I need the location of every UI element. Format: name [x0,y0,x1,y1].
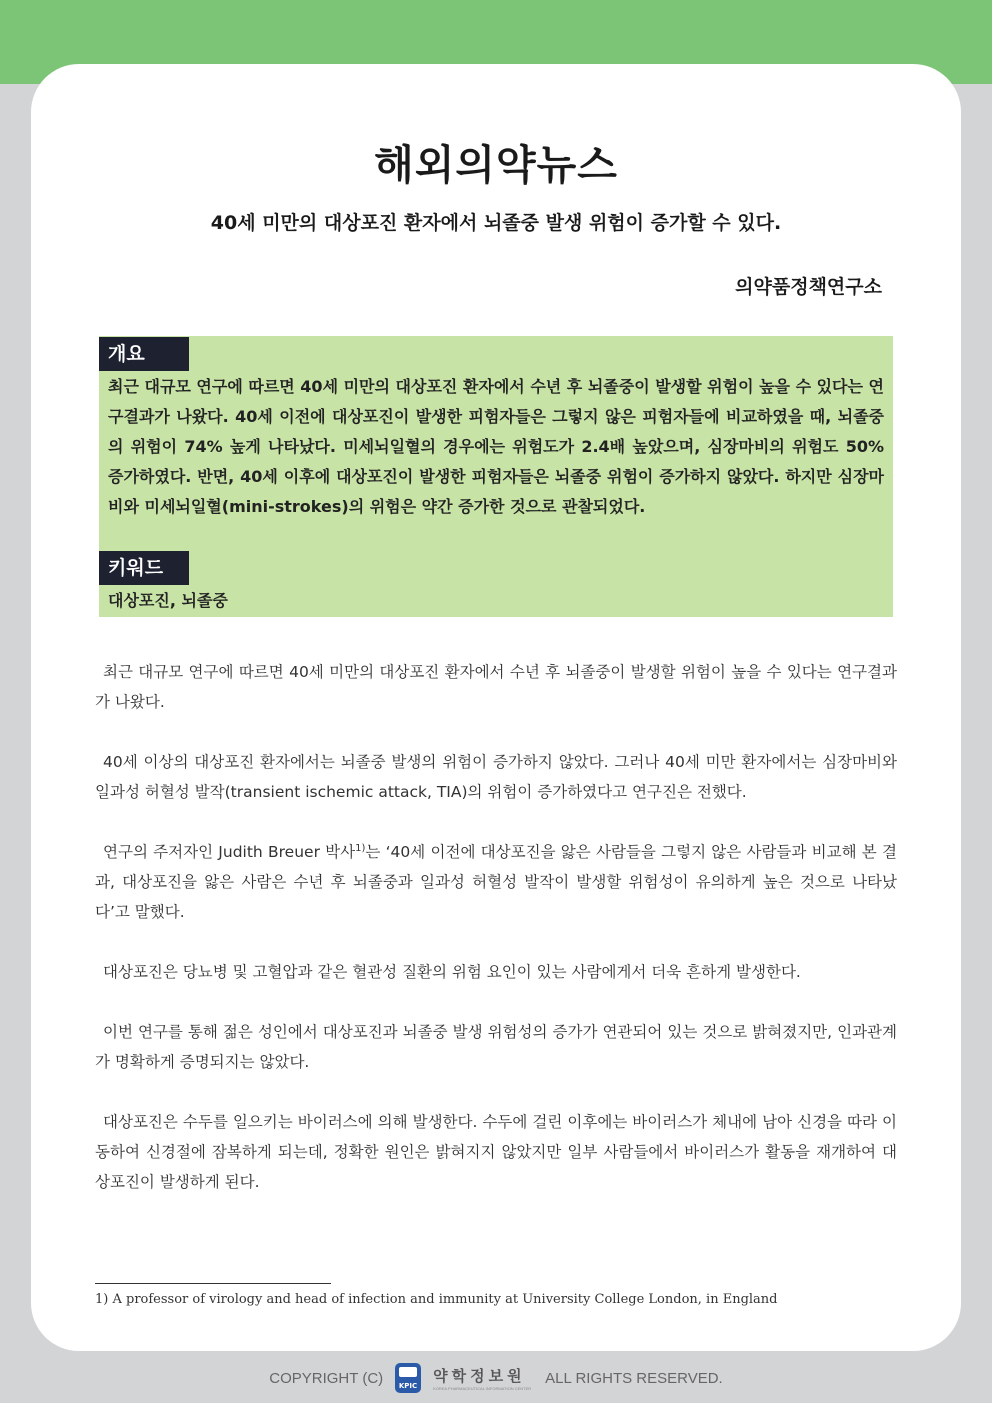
paragraph-3-end: 는 ‘40세 이전에 대상포진을 앓은 사람들을 그렇지 않은 사람들과 비교해 본 결과, 대상포진을 앓은 사람은 수년 후 뇌졸중과 일과성 허혈성 발작이 발생할 위험성이 유의하게 높은 것으로 나타났다’고 말했다. [95,843,897,921]
keywords-text: 대상포진, 뇌졸중 [108,591,228,610]
summary-label: 개요 [99,337,189,371]
paragraph-4: 대상포진은 당뇨병 및 고혈압과 같은 혈관성 질환의 위험 요인이 있는 사람에게서 더욱 흔하게 발생한다. [103,963,801,981]
footnote-text: 1) A professor of virology and head of infection and immunity at University College London, in England [95,1292,778,1307]
paragraph-2: 40세 이상의 대상포진 환자에서는 뇌졸중 발생의 위험이 증가하지 않았다. 그러나 40세 미만 환자에서는 심장마비와 일과성 허혈성 발작(transient ischemic attack, TIA)의 위험이 증가하였다고 연구진은 전했다. [95,753,897,801]
org-block [433,1365,531,1391]
kpic-logo-icon [393,1361,423,1395]
copyright-left: COPYRIGHT (C) [269,1369,384,1387]
author-org: 의약품정책연구소 [735,276,882,298]
org-subtitle: KOREA PHARMACEUTICAL INFORMATION CENTER [433,1386,532,1391]
keywords-label: 키워드 [99,551,189,585]
footnote-marker[interactable]: 1) [355,842,366,854]
paragraph-3 [95,837,897,927]
paragraph-1: 최근 대규모 연구에 따르면 40세 미만의 대상포진 환자에서 수년 후 뇌졸중이 발생할 위험이 높을 수 있다는 연구결과가 나왔다. [95,663,897,711]
paragraph-5: 이번 연구를 통해 젊은 성인에서 대상포진과 뇌졸중 발생 위험성의 증가가 연관되어 있는 것으로 밝혀졌지만, 인과관계가 명확하게 증명되지는 않았다. [95,1023,897,1071]
page-title: 해외의약뉴스 [374,141,618,189]
logo-text: KPIC [399,1382,418,1390]
org-name: 약학정보원 [433,1368,526,1385]
copyright-right: ALL RIGHTS RESERVED. [545,1369,723,1387]
copyright-footer [0,1360,992,1396]
summary-text: 최근 대규모 연구에 따르면 40세 미만의 대상포진 환자에서 수년 후 뇌졸중이 발생할 위험이 높을 수 있다는 연구결과가 나왔다. 40세 이전에 대상포진이 발생한 피험자들은 그렇지 않은 피험자들에 비교하였을 때, 뇌졸중의 위험이 74% 높게 나타났다. 미세뇌일혈의 경우에는 위험도가 2.4배 높았으며, 심장마비의 위험도 50% 증가하였다. 반면, 40세 이후에 대상포진이 발생한 피험자들은 뇌졸중 위험이 증가하지 않았다. 하지만 심장마비와 미세뇌일혈(mini-strokes)의 위험은 약간 증가한 것으로 관찰되었다. [108,377,884,516]
article-subtitle: 40세 미만의 대상포진 환자에서 뇌졸중 발생 위험이 증가할 수 있다. [210,212,782,234]
footnote-divider [95,1283,331,1284]
paragraph-6: 대상포진은 수두를 일으키는 바이러스에 의해 발생한다. 수두에 걸린 이후에는 바이러스가 체내에 남아 신경을 따라 이동하여 신경절에 잠복하게 되는데, 정확한 원인은 밝혀지지 않았지만 일부 사람들에서 바이러스가 활동을 재개하여 대상포진이 발생하게 된다. [95,1113,897,1191]
article-body [95,657,897,1227]
paragraph-3-start: 연구의 주저자인 Judith Breuer 박사 [103,843,356,861]
